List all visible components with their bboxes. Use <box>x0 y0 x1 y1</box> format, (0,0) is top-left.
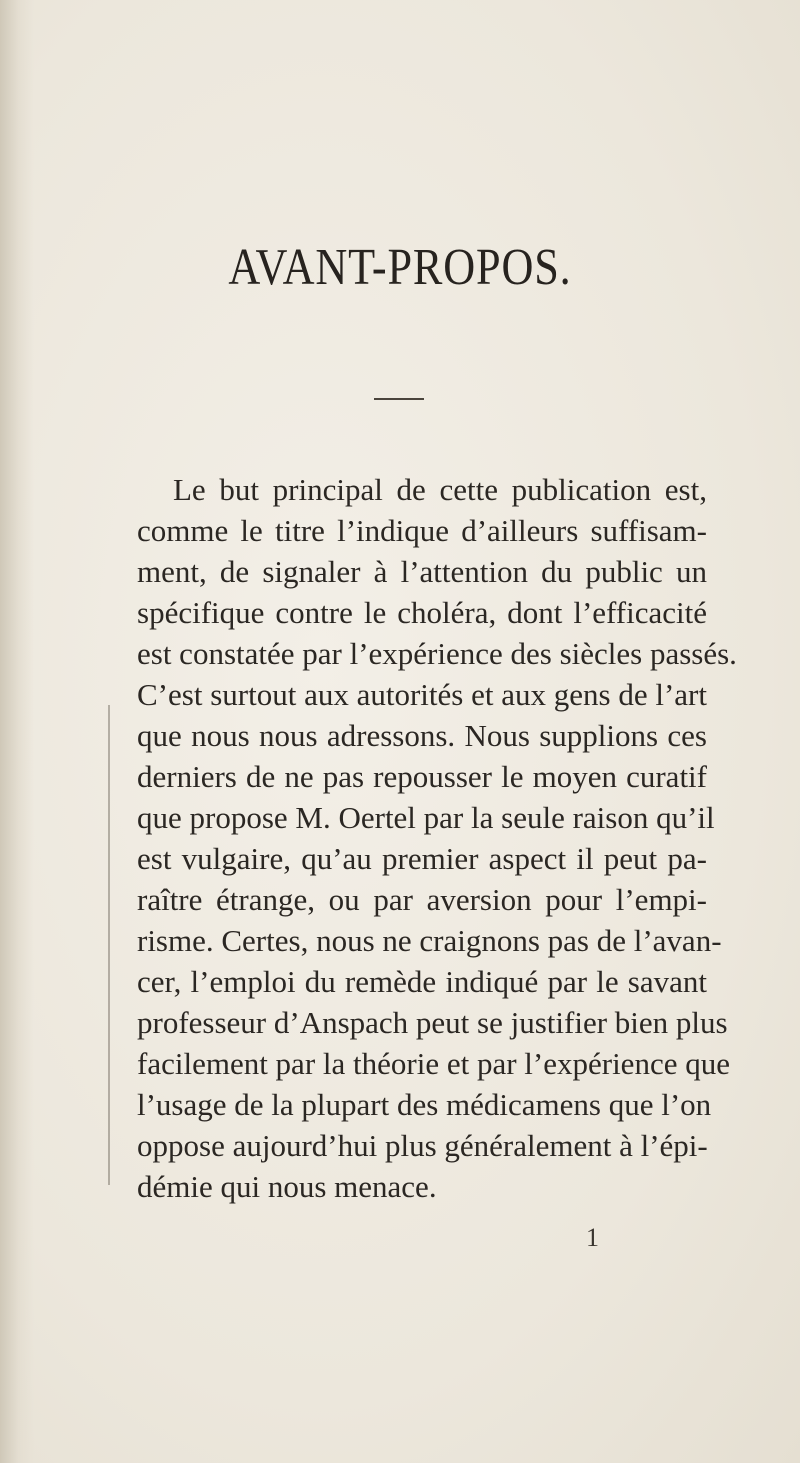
text-line: est vulgaire, qu’au premier aspect il peut pa- <box>137 841 707 876</box>
page-title: AVANT-PROPOS. <box>228 239 572 296</box>
page-binding-edge <box>0 0 34 1463</box>
text-line: est constatée par l’expérience des siècles passés. <box>137 636 737 671</box>
text-line: que nous nous adressons. Nous supplions ces <box>137 718 707 753</box>
text-line: ment, de signaler à l’attention du public un <box>137 554 707 589</box>
text-line: risme. Certes, nous ne craignons pas de l’avan- <box>137 923 722 958</box>
text-line: professeur d’Anspach peut se justifier bien plus <box>137 1005 728 1040</box>
text-line: cer, l’emploi du remède indiqué par le savant <box>137 964 707 999</box>
page-number: 1 <box>586 1223 599 1252</box>
text-line: Le but principal de cette publication est, <box>173 472 707 507</box>
text-line: raître étrange, ou par aversion pour l’empi- <box>137 882 707 917</box>
binding-shadow-marks <box>108 705 116 1185</box>
text-line: derniers de ne pas repousser le moyen curatif <box>137 759 707 794</box>
text-line: oppose aujourd’hui plus généralement à l’épi- <box>137 1128 708 1163</box>
text-line: que propose M. Oertel par la seule raison qu’il <box>137 800 715 835</box>
text-line: démie qui nous menace. <box>137 1169 437 1204</box>
text-line: facilement par la théorie et par l’expérience que <box>137 1046 730 1081</box>
title-divider-rule <box>374 398 424 400</box>
text-line: C’est surtout aux autorités et aux gens de l’art <box>137 677 707 712</box>
text-line: l’usage de la plupart des médicamens que l’on <box>137 1087 712 1122</box>
text-line: comme le titre l’indique d’ailleurs suffisam- <box>137 513 707 548</box>
text-line: spécifique contre le choléra, dont l’efficacité <box>137 595 707 630</box>
